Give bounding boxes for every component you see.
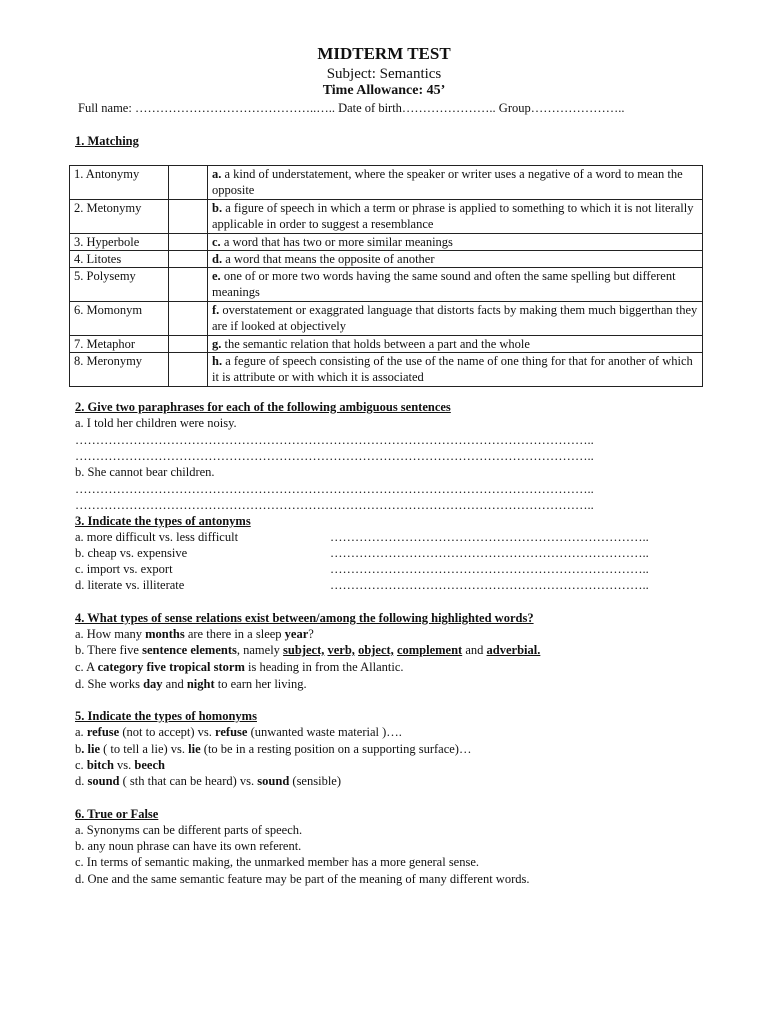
definition-cell [208, 234, 703, 251]
time-allowance: Time Allowance: 45’ [322, 83, 446, 98]
term-cell: 5. Polysemy [70, 268, 169, 302]
definition-letter: e. [212, 269, 221, 283]
antonym-item: c. import vs. export [75, 562, 173, 576]
matching-row [70, 200, 703, 234]
section-5-heading: 5. Indicate the types of homonyms [75, 709, 257, 723]
matching-row [70, 251, 703, 268]
answer-line[interactable]: …………………………………………………………………………………………………………….. [75, 482, 594, 496]
matching-row [70, 353, 703, 387]
term-cell: 8. Meronymy [70, 353, 169, 387]
definition-text: one of or more two words having the same sound and often the same spelling but different meanings [212, 269, 676, 299]
homonym-item-b: b. lie ( to tell a lie) vs. lie (to be in a resting position on a supporting surface)… [75, 742, 472, 756]
antonym-item: d. literate vs. illiterate [75, 578, 185, 592]
homonym-item-a: a. refuse (not to accept) vs. refuse (unwanted waste material )…. [75, 725, 402, 739]
term-cell: 2. Metonymy [70, 200, 169, 234]
term-cell: 4. Litotes [70, 251, 169, 268]
matching-row [70, 234, 703, 251]
true-false-item: c. In terms of semantic making, the unmarked member has a more general sense. [75, 855, 480, 869]
answer-blank[interactable] [169, 302, 208, 336]
matching-table [69, 165, 703, 387]
answer-blank[interactable] [169, 353, 208, 387]
homonym-item-c: c. bitch vs. beech [75, 758, 165, 772]
definition-cell [208, 353, 703, 387]
test-title: MIDTERM TEST [317, 44, 451, 63]
answer-line[interactable]: …………………………………………………………………………………………………………….. [75, 498, 594, 512]
definition-text: a fegure of speech consisting of the use of the name of one thing for that for another of which it is attribute or with which it is associated [212, 354, 693, 384]
definition-cell [208, 166, 703, 200]
definition-letter: h. [212, 354, 223, 368]
matching-row [70, 268, 703, 302]
definition-cell [208, 200, 703, 234]
definition-cell [208, 302, 703, 336]
answer-blank[interactable] [169, 234, 208, 251]
answer-line[interactable]: ………………………………………………………………….. [330, 562, 649, 576]
matching-row [70, 302, 703, 336]
definition-text: the semantic relation that holds between a part and the whole [221, 337, 530, 351]
section-1-heading: 1. Matching [75, 134, 139, 148]
answer-blank[interactable] [169, 336, 208, 353]
sense-item-c: c. A category five tropical storm is heading in from the Allantic. [75, 660, 404, 674]
section-2-heading: 2. Give two paraphrases for each of the following ambiguous sentences [75, 400, 451, 414]
answer-blank[interactable] [169, 200, 208, 234]
definition-cell [208, 251, 703, 268]
sentence-a: a. I told her children were noisy. [75, 416, 237, 430]
definition-text: overstatement or exaggrated language that distorts facts by making them much biggerthan they are if looked at objectively [212, 303, 698, 333]
term-cell: 6. Momonym [70, 302, 169, 336]
term-cell: 3. Hyperbole [70, 234, 169, 251]
sense-item-a: a. How many months are there in a sleep year? [75, 627, 314, 641]
definition-letter: a. [212, 167, 222, 181]
definition-letter: d. [212, 252, 223, 266]
true-false-item: b. any noun phrase can have its own referent. [75, 839, 302, 853]
definition-letter: b. [212, 201, 223, 215]
definition-letter: c. [212, 235, 221, 249]
answer-blank[interactable] [169, 166, 208, 200]
answer-line[interactable]: …………………………………………………………………………………………………………….. [75, 433, 594, 447]
answer-line[interactable]: ………………………………………………………………….. [330, 546, 649, 560]
term-cell: 7. Metaphor [70, 336, 169, 353]
sense-item-b: b. There five sentence elements, namely subject, verb, object, complement and adverbial. [75, 643, 541, 657]
definition-letter: g. [212, 337, 222, 351]
definition-cell [208, 336, 703, 353]
answer-line[interactable]: ………………………………………………………………….. [330, 530, 649, 544]
section-3-heading: 3. Indicate the types of antonyms [75, 514, 251, 528]
true-false-item: a. Synonyms can be different parts of speech. [75, 823, 303, 837]
term-cell: 1. Antonymy [70, 166, 169, 200]
subject-line: Subject: Semantics [326, 66, 442, 82]
definition-letter: f. [212, 303, 220, 317]
homonym-item-d: d. sound ( sth that can be heard) vs. sound (sensible) [75, 774, 342, 788]
answer-line[interactable]: ………………………………………………………………….. [330, 578, 649, 592]
definition-text: a word that means the opposite of another [222, 252, 435, 266]
matching-row [70, 166, 703, 200]
matching-row [70, 336, 703, 353]
sense-item-d: d. She works day and night to earn her living. [75, 677, 307, 691]
true-false-item: d. One and the same semantic feature may be part of the meaning of many different words. [75, 872, 530, 886]
answer-blank[interactable] [169, 251, 208, 268]
section-6-heading: 6. True or False [75, 807, 159, 821]
definition-text: a figure of speech in which a term or phrase is applied to something to which it is not literally applicable in order to suggest a resemblance [212, 201, 694, 231]
answer-blank[interactable] [169, 268, 208, 302]
answer-line[interactable]: …………………………………………………………………………………………………………….. [75, 449, 594, 463]
definition-text: a word that has two or more similar meanings [220, 235, 453, 249]
definition-text: a kind of understatement, where the speaker or writer uses a negative of a word to mean the opposite [212, 167, 683, 197]
antonym-item: a. more difficult vs. less difficult [75, 530, 239, 544]
antonym-item: b. cheap vs. expensive [75, 546, 188, 560]
sentence-b: b. She cannot bear children. [75, 465, 215, 479]
definition-cell [208, 268, 703, 302]
section-4-heading: 4. What types of sense relations exist between/among the following highlighted words? [75, 611, 534, 625]
student-info-line: Full name: ……………………………………..….. Date of birth………………….. Group………………….. [78, 101, 625, 115]
